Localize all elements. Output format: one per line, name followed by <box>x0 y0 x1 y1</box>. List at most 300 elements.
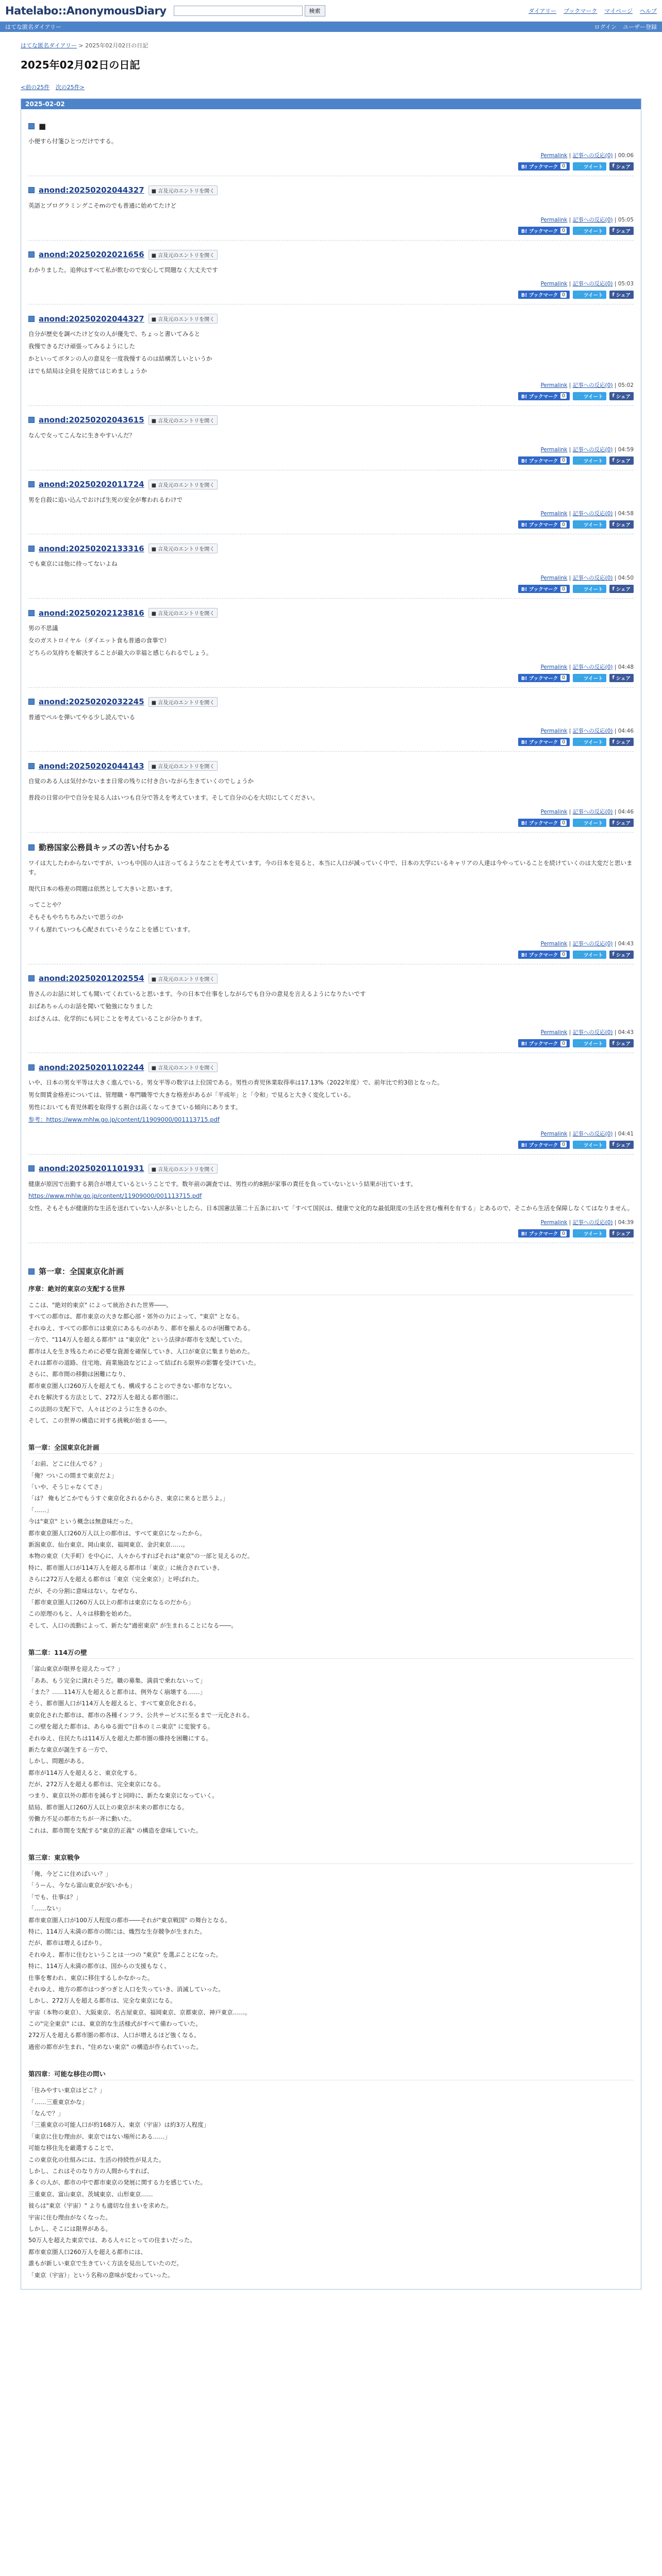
tweet-label: ツイート <box>584 1142 603 1148</box>
article-line: 「うーん、今なら富山東京が安いかも」 <box>28 1882 136 1889</box>
hatena-bookmark-button[interactable] <box>518 674 570 682</box>
meta-sep: | <box>569 216 571 223</box>
refer-link[interactable]: 記事への反応(0) <box>572 728 613 735</box>
entry-title-link[interactable]: 勤務国家公務員キッズの苦い付ちかる <box>39 843 170 852</box>
hatena-bookmark-label: B! ブックマーク <box>521 821 558 826</box>
entry-title <box>28 974 634 984</box>
tweet-button[interactable] <box>573 585 606 593</box>
permalink-link[interactable]: Permalink <box>540 809 568 815</box>
permalink-link[interactable]: Permalink <box>540 446 568 453</box>
hatena-bookmark-label: B! ブックマーク <box>521 587 558 593</box>
permalink-link[interactable]: Permalink <box>540 940 568 947</box>
bookmark-count: 0 <box>560 675 567 681</box>
share-buttons <box>28 1141 634 1155</box>
meta-sep: | <box>614 1219 617 1226</box>
meta-sep: | <box>614 216 617 223</box>
tweet-button[interactable] <box>573 227 606 235</box>
entry-body-line[interactable]: https://www.mhlw.go.jp/content/11909000/001113715.pdf <box>28 1192 202 1200</box>
entry <box>28 974 634 1053</box>
facebook-share-button[interactable] <box>609 520 634 529</box>
share-buttons <box>28 1039 634 1053</box>
entry-title-link[interactable]: anond:20250202032245 <box>39 697 144 707</box>
refer-link[interactable]: 記事への反応(0) <box>572 809 613 815</box>
entry-title-link[interactable]: anond:20250202043615 <box>39 415 144 425</box>
refer-link[interactable]: 記事への反応(0) <box>572 511 613 517</box>
meta-sep: | <box>569 152 571 159</box>
entry-title <box>28 608 634 618</box>
entry-meta <box>28 727 634 735</box>
entry-body <box>28 137 634 146</box>
facebook-share-button[interactable] <box>609 738 634 746</box>
tweet-label: ツイート <box>584 587 603 593</box>
entry-meta <box>28 574 634 582</box>
global-header <box>0 0 662 22</box>
share-label: シェア <box>616 675 631 682</box>
entry-title <box>28 185 634 195</box>
hatena-bookmark-label: B! ブックマーク <box>521 458 558 464</box>
entry-title <box>28 544 634 553</box>
entry-body-line: ワイも遅れていつも心配されていそうなことを感じています。 <box>28 926 194 934</box>
entry <box>28 842 634 964</box>
entry-meta <box>28 1218 634 1226</box>
tweet-button[interactable] <box>573 456 606 465</box>
permalink-link[interactable]: Permalink <box>540 281 568 287</box>
article-line: すべての都市は、都市東京の大きな都心部・郊外の力によって、"東京" となる。 <box>28 1313 243 1320</box>
article-line: さらに272万人を超える都市は「東京（完全東京）」と呼ばれた。 <box>28 1575 203 1583</box>
register-link[interactable]: ユーザー登録 <box>623 24 657 30</box>
entry-title-link[interactable]: anond:20250202123816 <box>39 608 144 618</box>
bookmark-count: 0 <box>560 163 567 169</box>
entry-body <box>28 431 634 440</box>
share-label: シェア <box>616 1041 631 1047</box>
sub-bar-title[interactable]: はてな匿名ダイアリー <box>5 24 62 30</box>
meta-sep: | <box>614 281 617 287</box>
refer-link[interactable]: 記事への反応(0) <box>572 1130 613 1137</box>
permalink-link[interactable]: Permalink <box>540 216 568 223</box>
hatena-bookmark-button[interactable] <box>518 819 570 827</box>
article-line: 宇宙に住む理由がなくなった。 <box>28 2213 111 2221</box>
meta-sep: | <box>614 152 617 159</box>
article-line: 過密の都市が生まれ、"住めない東京" の構造が作られていった。 <box>28 2043 202 2050</box>
entry-square-icon <box>28 763 35 769</box>
hatena-bookmark-label: B! ブックマーク <box>521 1142 558 1148</box>
facebook-icon: f <box>612 739 615 745</box>
facebook-share-button[interactable] <box>609 392 634 400</box>
twitter-bird-icon: 🐦 <box>576 952 583 958</box>
hatena-bookmark-label: B! ブックマーク <box>521 1041 558 1047</box>
facebook-icon: f <box>612 521 615 528</box>
open-referent-button[interactable]: ■ 言及元のエントリを開く <box>148 974 218 984</box>
refer-link[interactable]: 記事への反応(0) <box>572 664 613 670</box>
entry-meta <box>28 446 634 453</box>
entry-square-icon <box>28 481 35 487</box>
open-referent-button[interactable]: ■ 言及元のエントリを開く <box>148 697 218 707</box>
entry-title <box>28 697 634 707</box>
breadcrumb-home[interactable]: はてな匿名ダイアリー <box>21 42 77 49</box>
article-line: 可能な移住先を厳選することで、 <box>28 2144 118 2152</box>
entry-body <box>28 560 634 569</box>
twitter-bird-icon: 🐦 <box>576 228 583 234</box>
article-line: この東京化の仕組みには、生活の持続性が見えた。 <box>28 2156 165 2163</box>
header-link-diary[interactable]: ダイアリー <box>528 7 557 14</box>
entry <box>28 1062 634 1154</box>
entry-title-link[interactable]: anond:20250202044327 <box>39 185 144 195</box>
entry-meta <box>28 216 634 224</box>
article-line: しかし、そこには限界がある。 <box>28 2225 111 2232</box>
permalink-link[interactable]: Permalink <box>540 382 568 388</box>
open-referent-button[interactable]: ■ 言及元のエントリを開く <box>148 761 218 771</box>
facebook-share-button[interactable] <box>609 456 634 465</box>
hatena-bookmark-button[interactable] <box>518 456 570 465</box>
entry-title-link[interactable]: anond:20250202044143 <box>39 761 144 771</box>
hatena-bookmark-label: B! ブックマーク <box>521 293 558 299</box>
open-referent-button[interactable]: ■ 言及元のエントリを開く <box>148 314 218 324</box>
tweet-label: ツイート <box>584 675 603 682</box>
entry-time: 04:43 <box>618 1029 634 1036</box>
tweet-button[interactable] <box>573 1039 606 1047</box>
article-line: 仕事を奪われ、東京に移住するしかなかった。 <box>28 1974 154 1981</box>
entry-title <box>28 842 634 853</box>
open-referent-button[interactable]: ■ 言及元のエントリを開く <box>148 480 218 489</box>
entry-title-link[interactable]: anond:20250202044327 <box>39 314 144 324</box>
facebook-share-button[interactable] <box>609 227 634 235</box>
article-line: この壁を超えた都市は、あらゆる面で"日本のミニ東京" に変貌する。 <box>28 1723 214 1731</box>
tweet-button[interactable] <box>573 392 606 400</box>
meta-sep: | <box>569 575 571 582</box>
tweet-label: ツイート <box>584 952 603 958</box>
article-line: 都市東京圏人口が100万人程度の都市――それが"東京戦国" の舞台となる。 <box>28 1916 231 1924</box>
article-line: 都市東京圏人口260万人を超える都市には、 <box>28 2248 146 2256</box>
entry-title-link[interactable]: anond:20250202133316 <box>39 544 144 553</box>
pager <box>21 83 641 91</box>
entry-body-line: 男性においても育児休暇を取得する割合は高くなってきている傾向にあります。 <box>28 1103 242 1111</box>
share-label: シェア <box>616 394 631 400</box>
login-link[interactable]: ログイン <box>594 24 617 30</box>
tweet-button[interactable] <box>573 1229 606 1238</box>
facebook-share-button[interactable] <box>609 1229 634 1238</box>
entry-body-line: 自覚のある人は気付かないまま日常の残りに付き合いながら生きていくのでしょうか <box>28 777 254 785</box>
tweet-button[interactable] <box>573 162 606 171</box>
entry-body-line: 女性、そもそもが健康的な生活を送れていない人が多いとしたら、日本国憲法第二十五条において「すべて国民は、健康で文化的な最低限度の生活を営む権利を有する」とあるので、そこから生活を保障しなくてはなりません。 <box>28 1205 634 1212</box>
twitter-bird-icon: 🐦 <box>576 292 583 298</box>
entry-body-line: 女のガストロイヤル（ダイエット食も普通の食事で） <box>28 636 170 644</box>
article-line: 一方で、"114万人を超える都市" は "東京化" という法律が都市を支配していた。 <box>28 1336 246 1344</box>
entry-body-line: ワイは大したわからないですが、いつも中国の人は言ってるようなことを考えています。今の日本を見ると、本当に人口が減っていく中で、日本の大学にいるキャリアの人達は今やっていることを続けていくのは大変だと思います。 <box>28 859 633 876</box>
pager-prev[interactable]: <前の25件 <box>21 84 50 91</box>
entry-meta <box>28 381 634 389</box>
share-buttons <box>28 674 634 688</box>
facebook-share-button[interactable] <box>609 951 634 959</box>
share-label: シェア <box>616 1231 631 1237</box>
open-referent-button[interactable]: ■ 言及元のエントリを開く <box>148 185 218 195</box>
article-line: だが、都市は増えるばかり。 <box>28 1939 106 1947</box>
entry <box>28 544 634 599</box>
refer-link[interactable]: 記事への反応(0) <box>572 446 613 453</box>
entry-title-link[interactable]: anond:20250202011724 <box>39 480 144 489</box>
twitter-bird-icon: 🐦 <box>576 521 583 528</box>
refer-link[interactable]: 記事への反応(0) <box>572 382 613 388</box>
article-line: 「東京に住む理由が、東京ではない場所にある……」 <box>28 2132 171 2140</box>
meta-sep: | <box>569 664 571 670</box>
facebook-icon: f <box>612 1040 615 1046</box>
entry-time: 04:46 <box>618 728 634 735</box>
page-title: 2025年02月02日の日記 <box>21 59 140 71</box>
bookmark-count: 0 <box>560 228 567 233</box>
share-buttons <box>28 951 634 964</box>
section-heading: 第一章：全国東京化計画 <box>28 1443 634 1454</box>
entry <box>28 250 634 305</box>
entry-square-icon <box>28 699 35 705</box>
search-form <box>174 5 325 16</box>
facebook-share-button[interactable] <box>609 585 634 593</box>
refer-link[interactable]: 記事への反応(0) <box>572 940 613 947</box>
entry-body-line: ってことや？ <box>28 901 64 909</box>
entry-time: 04:59 <box>618 446 634 453</box>
permalink-link[interactable]: Permalink <box>540 511 568 517</box>
header-link-bookmark[interactable]: ブックマーク <box>564 7 598 14</box>
header-link-mypage[interactable]: マイページ <box>604 7 633 14</box>
refer-link[interactable]: 記事への反応(0) <box>572 575 613 582</box>
entry-meta <box>28 808 634 816</box>
share-label: シェア <box>616 228 631 234</box>
tweet-button[interactable] <box>573 1141 606 1149</box>
hatena-bookmark-button[interactable] <box>518 585 570 593</box>
entry-square-icon <box>28 1064 35 1071</box>
article-line: ここは、"絶対的東京" によって統治された世界――。 <box>28 1301 172 1309</box>
facebook-share-button[interactable] <box>609 1039 634 1047</box>
meta-sep: | <box>569 382 571 388</box>
open-referent-button[interactable]: ■ 言及元のエントリを開く <box>148 415 218 425</box>
hatena-bookmark-label: B! ブックマーク <box>521 228 558 234</box>
tweet-button[interactable] <box>573 819 606 827</box>
permalink-link[interactable]: Permalink <box>540 575 568 582</box>
entry-title <box>28 250 634 260</box>
article-title[interactable]: 第一章：全国東京化計画 <box>39 1267 124 1276</box>
article-line: 「東京（宇宙）」という名称の意味が変わっていった。 <box>28 2271 174 2279</box>
entry-title <box>28 1062 634 1072</box>
hatena-bookmark-button[interactable] <box>518 227 570 235</box>
facebook-icon: f <box>612 586 615 592</box>
article-line: 「……三重東京かな」 <box>28 2098 88 2106</box>
tweet-button[interactable] <box>573 674 606 682</box>
header-links <box>528 7 657 15</box>
article-line: 「お前、どこに住んでる？」 <box>28 1460 106 1468</box>
open-referent-button[interactable]: ■ 言及元のエントリを開く <box>148 1062 218 1072</box>
entry-body-line: なんで女ってこんなに生きやすいんだ？ <box>28 431 135 439</box>
tweet-button[interactable] <box>573 951 606 959</box>
facebook-share-button[interactable] <box>609 1141 634 1149</box>
day-box <box>21 98 641 2290</box>
day-header: 2025-02-02 <box>21 99 641 109</box>
article-line: 「三重東京の可能人口が約168万人、東京（宇宙）は約3万人程度」 <box>28 2121 210 2129</box>
entry-body-line: 男の不思議 <box>28 624 58 632</box>
article-line: 誰もが新しい東京で生きていく方法を見出していたのだ。 <box>28 2260 183 2267</box>
entry-square-icon <box>28 123 35 129</box>
bookmark-count: 0 <box>560 393 567 399</box>
hatena-bookmark-label: B! ブックマーク <box>521 164 558 170</box>
article-line: 宇宙（本物の東京）、大阪東京、名古屋東京、福岡東京、京都東京、神戸東京……。 <box>28 2008 251 2016</box>
header-link-help[interactable]: ヘルプ <box>640 7 657 14</box>
article-line: 東京化された都市は、都市の各種インフラ、公共サービスに至るまで一元化される。 <box>28 1711 254 1719</box>
twitter-bird-icon: 🐦 <box>576 457 583 463</box>
refer-link[interactable]: 記事への反応(0) <box>572 152 613 159</box>
entry-title-link[interactable]: anond:20250202021656 <box>39 250 144 260</box>
twitter-bird-icon: 🐦 <box>576 393 583 399</box>
meta-sep: | <box>614 446 617 453</box>
entry-body-line: ほでも結局は全員を見捨てはじめましょうか <box>28 367 147 375</box>
article-line: この"完全東京" には、東京的な生活様式がすべて備わっていた。 <box>28 2020 202 2028</box>
article-line: さらに、都市間の移動は困難になり、 <box>28 1370 129 1378</box>
hatena-bookmark-button[interactable] <box>518 291 570 299</box>
open-referent-button[interactable]: ■ 言及元のエントリを開く <box>148 544 218 553</box>
entry-title-link[interactable]: anond:20250201101931 <box>39 1164 144 1174</box>
facebook-share-button[interactable] <box>609 291 634 299</box>
article-line: これは、都市間を支配する"東京的正義" の構造を意味していた。 <box>28 1826 202 1834</box>
article-line: 今は"東京" という概念は無意味だった。 <box>28 1518 137 1526</box>
meta-sep: | <box>614 809 617 815</box>
entry-body-line[interactable]: 参考：https://www.mhlw.go.jp/content/11909000/001113715.pdf <box>28 1115 220 1123</box>
share-buttons <box>28 585 634 599</box>
facebook-icon: f <box>612 675 615 681</box>
meta-sep: | <box>569 281 571 287</box>
entry <box>28 608 634 687</box>
entry-meta <box>28 663 634 671</box>
entry-time: 05:05 <box>618 216 634 223</box>
entry-meta <box>28 1130 634 1138</box>
bookmark-count: 0 <box>560 820 567 826</box>
hatena-bookmark-button[interactable] <box>518 520 570 529</box>
entry-title-link[interactable]: anond:20250201202554 <box>39 974 144 984</box>
entry-meta <box>28 510 634 517</box>
twitter-bird-icon: 🐦 <box>576 675 583 681</box>
entry-title-link[interactable]: anond:20250201102244 <box>39 1062 144 1072</box>
entry-list <box>21 109 641 1250</box>
entry-body-line: 皆さんのお話に対しても聞いてくれていると思います。今の日本で仕事をしながらでも自分の意見を言えるようになりたいです <box>28 990 366 997</box>
entry-body-line: そもそもやちちちみたいで思うのか <box>28 913 123 921</box>
entry <box>28 415 634 470</box>
tweet-button[interactable] <box>573 291 606 299</box>
open-referent-button[interactable]: ■ 言及元のエントリを開く <box>148 250 218 260</box>
facebook-share-button[interactable] <box>609 162 634 171</box>
article-line: 「住みやすい東京はどこ？」 <box>28 2087 106 2094</box>
permalink-link[interactable]: Permalink <box>540 664 568 670</box>
pager-next[interactable]: 次の25件> <box>55 84 85 91</box>
share-buttons <box>28 227 634 241</box>
facebook-icon: f <box>612 292 615 298</box>
refer-link[interactable]: 記事への反応(0) <box>572 216 613 223</box>
tweet-label: ツイート <box>584 228 603 234</box>
article-line: 彼らは"東京（宇宙）" よりも適切な住まいを求めた。 <box>28 2202 172 2210</box>
entry-body-line: 男を自殺に追い込んでおけば生死の安全が奪われるわけで <box>28 496 183 503</box>
search-input[interactable] <box>174 6 303 16</box>
entry-time: 00:06 <box>618 152 634 159</box>
entry <box>28 480 634 535</box>
entry-body-line: いや、日本の男女平等は大きく進んでいる。男女平等の数字は上位国である。男性の育児休業取得率は17.13%（2022年度）で、前年比で約3倍となった。 <box>28 1079 443 1087</box>
refer-link[interactable]: 記事への反応(0) <box>572 1029 613 1036</box>
main-content <box>0 32 662 2290</box>
facebook-share-button[interactable] <box>609 819 634 827</box>
article-line: しかし、これはそのなり方の人間からすれば、 <box>28 2167 153 2175</box>
tweet-label: ツイート <box>584 293 603 299</box>
entry-title <box>28 761 634 771</box>
entry <box>28 697 634 752</box>
entry-body-line: 小便すら付箋ひとつだけでする。 <box>28 138 118 145</box>
article-line: 「ああ、もう完全に潰れそうだ。職の募集、満員で乗れないって」 <box>28 1676 206 1684</box>
entry-square-icon <box>28 1165 35 1172</box>
hatena-bookmark-button[interactable] <box>518 392 570 400</box>
article-line: 特に、114万人未満の都市は、国からの支援もなく、 <box>28 1962 170 1970</box>
entry-meta <box>28 151 634 159</box>
refer-link[interactable]: 記事への反応(0) <box>572 1219 613 1226</box>
meta-sep: | <box>569 940 571 947</box>
hatena-bookmark-button[interactable] <box>518 951 570 959</box>
tweet-button[interactable] <box>573 520 606 529</box>
entry <box>28 761 634 833</box>
permalink-link[interactable]: Permalink <box>540 1029 568 1036</box>
article-line: それゆえ、都市に住むということは一つの "東京" を選ぶことになった。 <box>28 1951 222 1958</box>
article-line: この原理のもと、人々は移動を始めた。 <box>28 1610 135 1618</box>
hatena-bookmark-label: B! ブックマーク <box>521 675 558 682</box>
permalink-link[interactable]: Permalink <box>540 1130 568 1137</box>
bookmark-count: 0 <box>560 292 567 298</box>
meta-sep: | <box>569 809 571 815</box>
entry-time: 04:46 <box>618 809 634 815</box>
share-label: シェア <box>616 821 631 826</box>
entry <box>28 1164 634 1243</box>
permalink-link[interactable]: Permalink <box>540 1219 568 1226</box>
article-body <box>28 1284 634 2280</box>
bookmark-count: 0 <box>560 522 567 528</box>
twitter-bird-icon: 🐦 <box>576 1230 583 1236</box>
entry-time: 04:58 <box>618 511 634 517</box>
hatena-bookmark-label: B! ブックマーク <box>521 1231 558 1237</box>
search-button[interactable]: 検索 <box>305 5 325 16</box>
share-label: シェア <box>616 740 631 746</box>
open-referent-button[interactable]: ■ 言及元のエントリを開く <box>148 608 218 618</box>
hatena-bookmark-button[interactable] <box>518 1229 570 1238</box>
hatena-bookmark-button[interactable] <box>518 162 570 171</box>
hatena-bookmark-button[interactable] <box>518 1141 570 1149</box>
article-line: 「……」 <box>28 1506 52 1514</box>
facebook-icon: f <box>612 952 615 958</box>
facebook-icon: f <box>612 1142 615 1148</box>
entry-body <box>28 624 634 657</box>
article-line: 結局、都市圏人口260万人以上の東京が未来の都市になる。 <box>28 1803 188 1811</box>
entry-body <box>28 201 634 211</box>
entry-body-line: おばさんは、化学的にも同じことを考えていることが分かります。 <box>28 1014 206 1022</box>
permalink-link[interactable]: Permalink <box>540 728 568 735</box>
article-line: しかし、問題がある。 <box>28 1757 88 1765</box>
open-referent-button[interactable]: ■ 言及元のエントリを開く <box>148 1164 218 1174</box>
meta-sep: | <box>569 1219 571 1226</box>
twitter-bird-icon: 🐦 <box>576 1040 583 1046</box>
facebook-share-button[interactable] <box>609 674 634 682</box>
hatena-bookmark-button[interactable] <box>518 738 570 746</box>
article-line: しかし、272万人を超える都市は、完全な東京になる。 <box>28 1997 176 2005</box>
article-line: 「でも、仕事は？」 <box>28 1893 82 1901</box>
permalink-link[interactable]: Permalink <box>540 152 568 159</box>
article-line: 「富山東京が限界を迎えたって？」 <box>28 1665 123 1673</box>
entry-body-line: 英語とプログラミングこそmのでも普通に始めてたけど <box>28 201 176 209</box>
entry <box>28 185 634 241</box>
refer-link[interactable]: 記事への反応(0) <box>572 281 613 287</box>
entry-title-link[interactable]: ■ <box>39 122 46 131</box>
site-logo[interactable]: Hatelabo::AnonymousDiary <box>5 4 167 17</box>
entry-body-line: かといってボタンの人の意見を一度我慢するのは結構苦しいというか <box>28 355 212 363</box>
long-article <box>28 1266 634 2280</box>
hatena-bookmark-button[interactable] <box>518 1039 570 1047</box>
tweet-button[interactable] <box>573 738 606 746</box>
